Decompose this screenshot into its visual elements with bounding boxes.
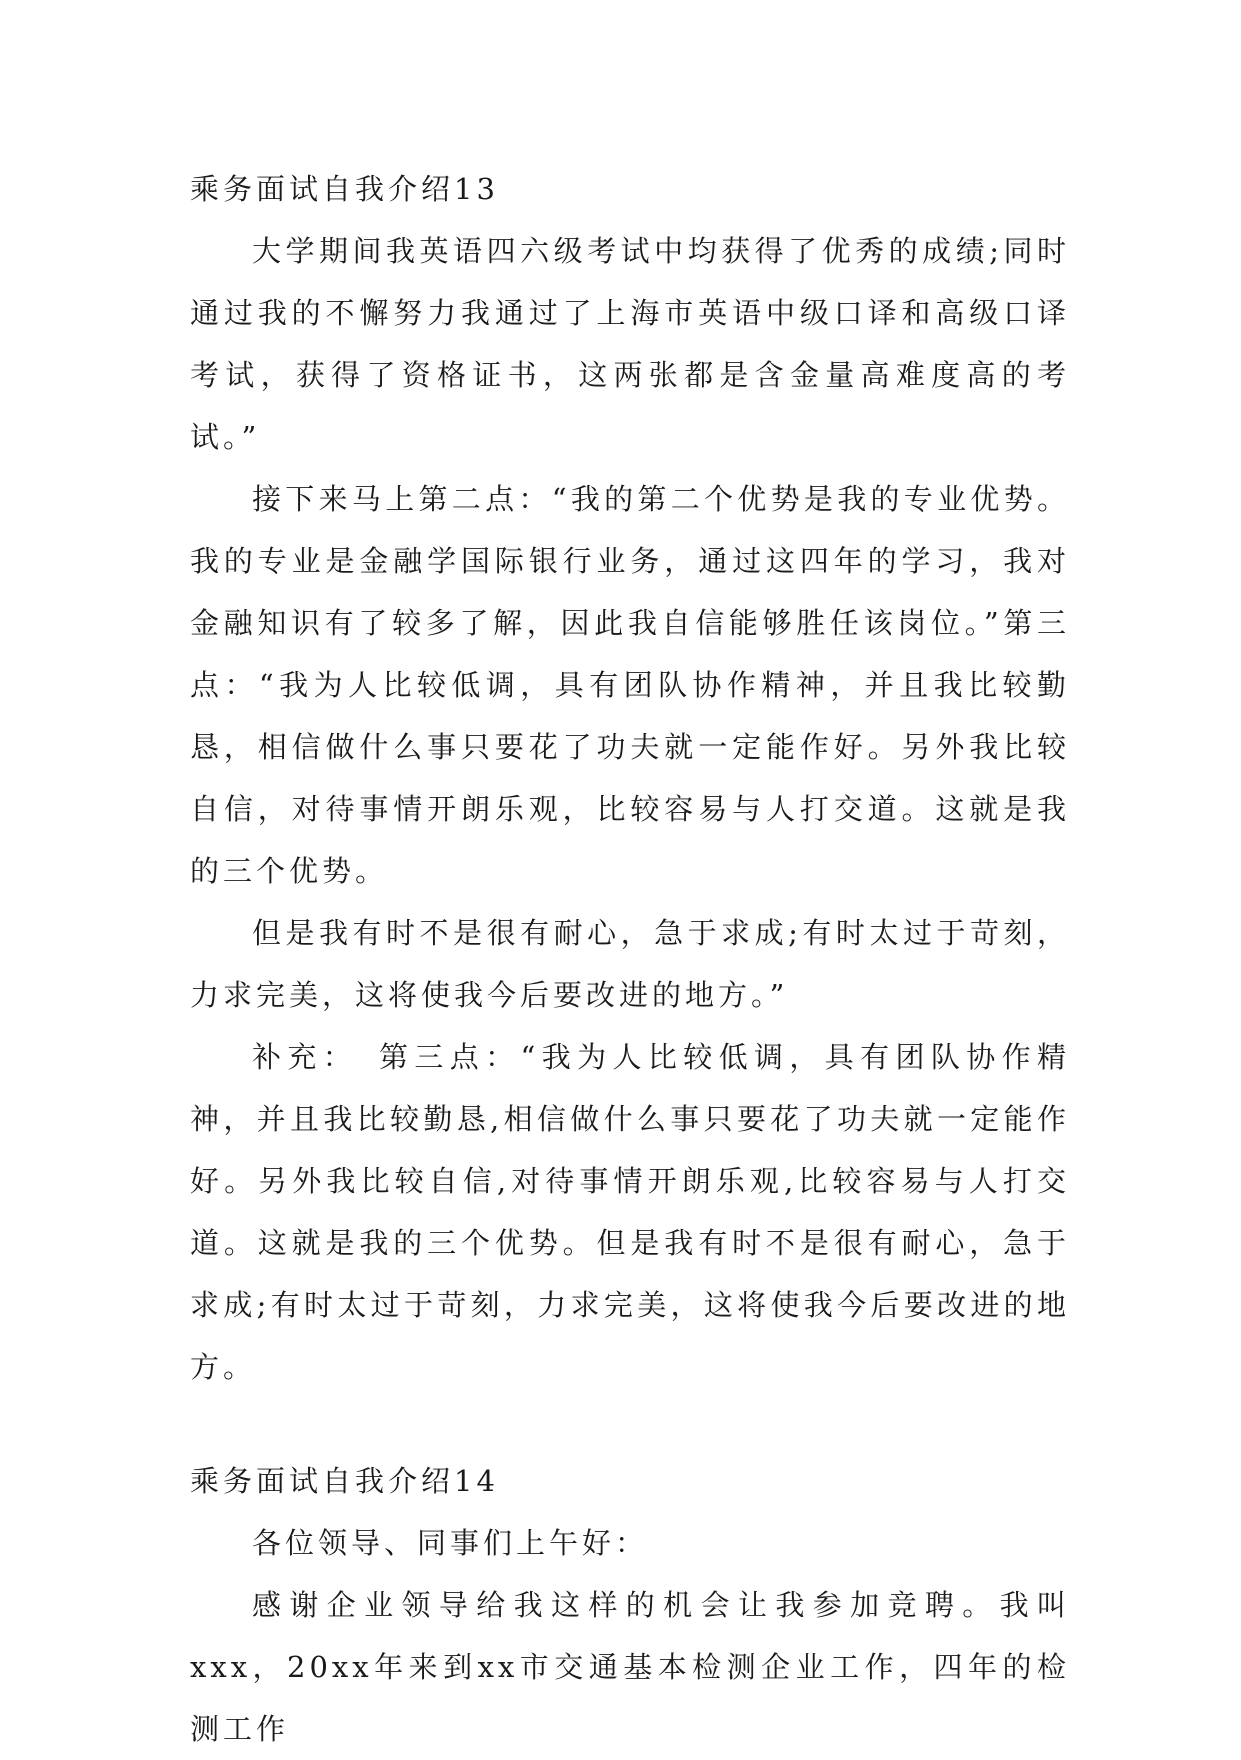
section-13-title: 乘务面试自我介绍13	[190, 172, 499, 206]
document-body	[190, 158, 1070, 1760]
section-14-paragraph-2: 感谢企业领导给我这样的机会让我参加竞聘。我叫xxx，20xx年来到xx市交通基本检测企业工作，四年的检测工作	[190, 1588, 1070, 1746]
section-14-title: 乘务面试自我介绍14	[190, 1464, 499, 1498]
section-13-paragraph-4: 补充： 第三点：“我为人比较低调，具有团队协作精神，并且我比较勤恳,相信做什么事只要花了功夫就一定能作好。另外我比较自信,对待事情开朗乐观,比较容易与人打交道。这就是我的三个优势。但是我有时不是很有耐心，急于求成;有时太过于苛刻，力求完美，这将使我今后要改进的地方。	[190, 1040, 1070, 1384]
section-14-paragraph-1: 各位领导、同事们上午好：	[252, 1526, 649, 1560]
section-spacer	[190, 1398, 1070, 1450]
section-13-paragraph-1: 大学期间我英语四六级考试中均获得了优秀的成绩;同时通过我的不懈努力我通过了上海市英语中级口译和高级口译考试，获得了资格证书，这两张都是含金量高难度高的考试。”	[190, 234, 1070, 454]
section-13-paragraph-3: 但是我有时不是很有耐心，急于求成;有时太过于苛刻，力求完美，这将使我今后要改进的地方。”	[190, 916, 1070, 1012]
section-13-paragraph-2: 接下来马上第二点：“我的第二个优势是我的专业优势。我的专业是金融学国际银行业务，通过这四年的学习，我对金融知识有了较多了解，因此我自信能够胜任该岗位。”第三点：“我为人比较低调，具有团队协作精神，并且我比较勤恳，相信做什么事只要花了功夫就一定能作好。另外我比较自信，对待事情开朗乐观，比较容易与人打交道。这就是我的三个优势。	[190, 482, 1070, 888]
